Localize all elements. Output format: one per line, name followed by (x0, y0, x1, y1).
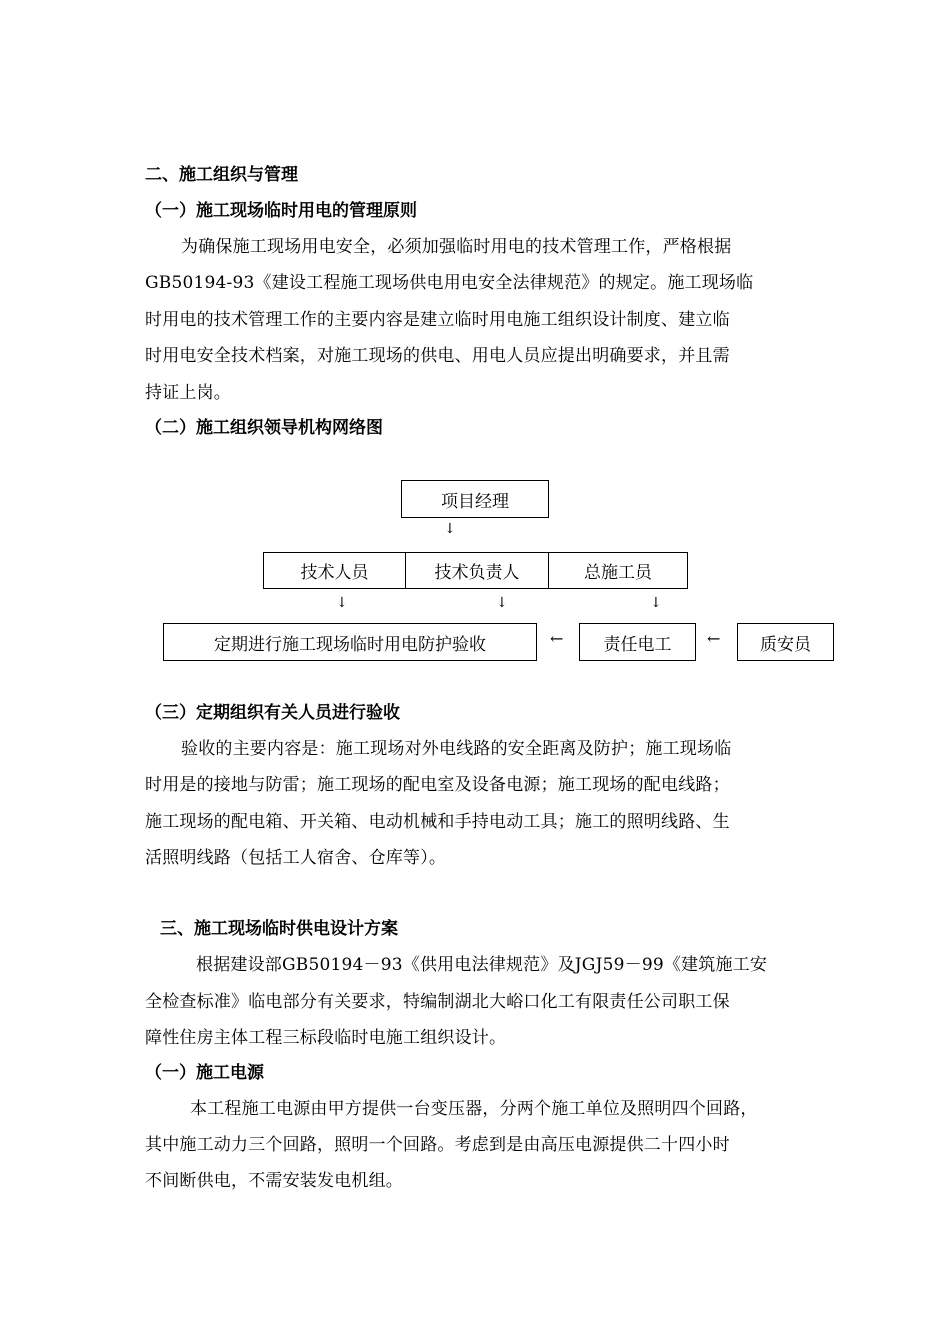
org-box-safety-officer: 质安员 (737, 623, 834, 661)
org-box-chief-constructor: 总施工员 (584, 563, 652, 583)
section3-sub1-heading: （一）施工电源 (145, 1063, 264, 1083)
paragraph-line: GB50194-93《建设工程施工现场供电用电安全法律规范》的规定。施工现场临 (145, 273, 754, 293)
section2-sub3-heading: （三）定期组织有关人员进行验收 (145, 703, 400, 723)
arrow-left-icon: ← (707, 629, 721, 648)
paragraph-line: 为确保施工现场用电安全，必须加强临时用电的技术管理工作，严格根据 (181, 237, 732, 257)
org-box-inspection: 定期进行施工现场临时用电防护验收 (163, 623, 537, 661)
section3-heading: 三、施工现场临时供电设计方案 (160, 919, 398, 939)
paragraph-line: 持证上岗。 (145, 383, 231, 403)
paragraph-line: 其中施工动力三个回路，照明一个回路。考虑到是由高压电源提供二十四小时 (145, 1135, 730, 1155)
org-row-middle (263, 552, 688, 589)
org-box-electrician: 责任电工 (579, 623, 696, 661)
arrow-down-icon: ↓ (650, 595, 662, 611)
org-box-tech-lead: 技术负责人 (406, 553, 549, 588)
paragraph-line: 本工程施工电源由甲方提供一台变压器，分两个施工单位及照明四个回路， (190, 1099, 758, 1119)
section2-heading: 二、施工组织与管理 (145, 165, 298, 185)
arrow-down-icon: ↓ (336, 595, 348, 611)
paragraph-line: 活照明线路（包括工人宿舍、仓库等）。 (145, 848, 447, 868)
paragraph-line: 验收的主要内容是：施工现场对外电线路的安全距离及防护；施工现场临 (181, 739, 732, 759)
org-box-tech-staff: 技术人员 (264, 553, 406, 588)
paragraph-line: 不间断供电，不需安装发电机组。 (145, 1171, 403, 1191)
paragraph-line: 施工现场的配电箱、开关箱、电动机械和手持电动工具；施工的照明线路、生 (145, 812, 730, 832)
paragraph-line: 全检查标准》临电部分有关要求，特编制湖北大峪口化工有限责任公司职工保 (145, 992, 730, 1012)
paragraph-line: 障性住房主体工程三标段临时电施工组织设计。 (145, 1028, 507, 1048)
paragraph-line: 时用电安全技术档案，对施工现场的供电、用电人员应提出明确要求，并且需 (145, 346, 730, 366)
section2-sub1-heading: （一）施工现场临时用电的管理原则 (145, 201, 417, 221)
arrow-left-icon: ← (550, 629, 564, 648)
paragraph-line: 根据建设部GB50194－93《供用电法律规范》及JGJ59－99《建筑施工安 (196, 955, 768, 975)
paragraph-line: 时用电的技术管理工作的主要内容是建立临时用电施工组织设计制度、建立临 (145, 310, 730, 330)
section2-sub2-heading: （二）施工组织领导机构网络图 (145, 418, 383, 438)
arrow-down-icon: ↓ (496, 595, 508, 611)
arrow-down-icon: ↓ (444, 521, 456, 537)
org-box-project-manager: 项目经理 (401, 480, 549, 518)
paragraph-line: 时用是的接地与防雷；施工现场的配电室及设备电源；施工现场的配电线路； (145, 775, 730, 795)
